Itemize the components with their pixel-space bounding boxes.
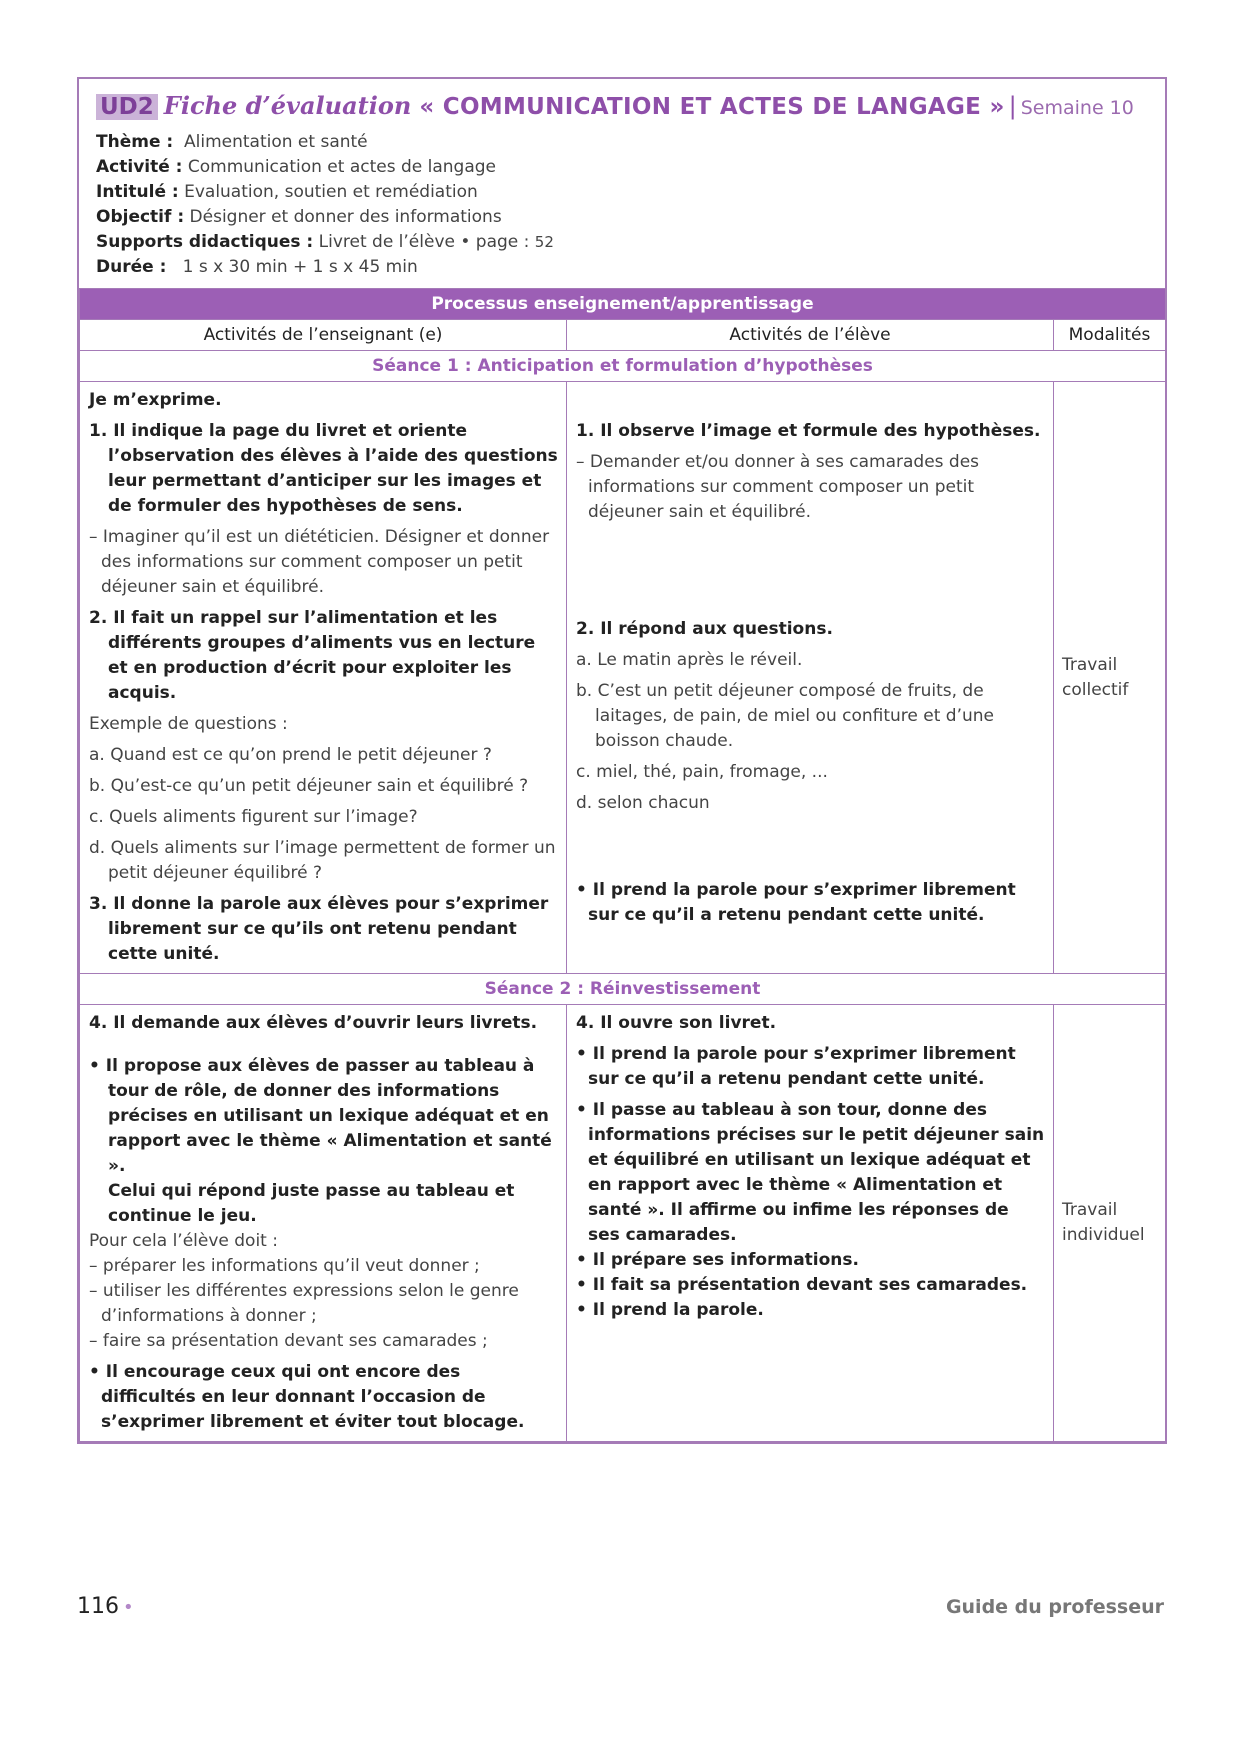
meta-activity: Activité : Communication et actes de langage <box>96 157 496 177</box>
list-item: • Il prend la parole. <box>576 1300 764 1320</box>
list-item: • Il prépare ses informations. <box>576 1250 859 1270</box>
list-item: b. C’est un petit déjeuner composé de fruits, de laitages, de pain, de miel ou confiture et d’une boisson chaude. <box>576 681 995 751</box>
list-item: 3. Il donne la parole aux élèves pour s’exprimer librement sur ce qu’ils ont retenu pendant cette unité. <box>89 894 549 964</box>
meta-supports: Supports didactiques : Livret de l’élève • page : 52 <box>96 232 554 252</box>
list-item: 4. Il demande aux élèves d’ouvrir leurs livrets. <box>89 1013 538 1033</box>
list-item: d. selon chacun <box>576 793 710 813</box>
sheet-header <box>79 79 1165 288</box>
list-item: 1. Il observe l’image et formule des hypothèses. <box>576 421 1041 441</box>
list-item: – préparer les informations qu’il veut donner ; <box>89 1256 480 1276</box>
meta-title: Intitulé : Evaluation, soutien et remédiation <box>96 182 478 202</box>
list-item: c. miel, thé, pain, fromage, ... <box>576 762 828 782</box>
list-item: 4. Il ouvre son livret. <box>576 1013 777 1033</box>
page-number: 116 • <box>77 1594 134 1619</box>
title-caps: « COMMUNICATION ET ACTES DE LANGAGE » <box>419 94 1005 120</box>
meta-duration: Durée : 1 s x 30 min + 1 s x 45 min <box>96 257 418 277</box>
list-item: Exemple de questions : <box>89 714 288 734</box>
footer-bullet: • <box>123 1597 134 1618</box>
list-item: a. Quand est ce qu’on prend le petit déjeuner ? <box>89 745 492 765</box>
list-item: • Il encourage ceux qui ont encore des difficultés en leur donnant l’occasion de s’exprimer librement et éviter tout blocage. <box>89 1362 525 1432</box>
list-item: • Il passe au tableau à son tour, donne des informations précises sur le petit déjeuner sain et équilibré en utilisant un lexique adéquat et en rapport avec le thème « Alimentation et santé ». Il affirme ou infime les réponses de ses camarades. <box>576 1100 1045 1245</box>
list-item: 2. Il fait un rappel sur l’alimentation et les différents groupes d’aliments vus en lecture et en production d’écrit pour exploiter les acquis. <box>89 608 536 703</box>
title-script: Fiche d’évaluation <box>163 91 412 120</box>
seance2-student-cell <box>567 1005 1054 1442</box>
col-teacher: Activités de l’enseignant (e) <box>80 320 567 351</box>
list-item: Je m’exprime. <box>89 390 222 410</box>
title-separator: | <box>1008 92 1017 120</box>
list-item: a. Le matin après le réveil. <box>576 650 803 670</box>
list-item: Pour cela l’élève doit : <box>89 1231 278 1251</box>
meta-block <box>96 130 1149 280</box>
page-title <box>96 91 1149 120</box>
week-label: Semaine 10 <box>1020 97 1134 119</box>
list-item: 1. Il indique la page du livret et oriente l’observation des élèves à l’aide des questions leur permettant d’anticiper sur les images et de formuler des hypothèses de sens. <box>89 421 558 516</box>
list-item: Celui qui répond juste passe au tableau et continue le jeu. <box>108 1181 515 1226</box>
footer-guide-label: Guide du professeur <box>945 1596 1164 1618</box>
list-item: c. Quels aliments figurent sur l’image? <box>89 807 418 827</box>
list-item: d. Quels aliments sur l’image permettent de former un petit déjeuner équilibré ? <box>89 838 556 883</box>
seance1-title: Séance 1 : Anticipation et formulation d’hypothèses <box>80 351 1166 382</box>
col-modalities: Modalités <box>1054 320 1166 351</box>
list-item: – utiliser les différentes expressions selon le genre d’informations à donner ; <box>89 1281 519 1326</box>
meta-theme: Thème : Alimentation et santé <box>96 132 368 152</box>
seance1-teacher-cell <box>80 382 567 974</box>
meta-objective: Objectif : Désigner et donner des informations <box>96 207 502 227</box>
seance2-teacher-cell <box>80 1005 567 1442</box>
seance2-modality: Travail individuel <box>1054 1005 1166 1442</box>
list-item: • Il prend la parole pour s’exprimer librement sur ce qu’il a retenu pendant cette unité. <box>576 1044 1016 1089</box>
process-table <box>79 288 1166 1442</box>
list-item: • Il fait sa présentation devant ses camarades. <box>576 1275 1028 1295</box>
list-item: – Imaginer qu’il est un diététicien. Désigner et donner des informations sur comment composer un petit déjeuner sain et équilibré. <box>89 527 550 597</box>
list-item: • Il prend la parole pour s’exprimer librement sur ce qu’il a retenu pendant cette unité. <box>576 880 1016 925</box>
unit-badge: UD2 <box>96 94 158 120</box>
evaluation-sheet <box>77 77 1167 1444</box>
seance1-student-cell <box>567 382 1054 974</box>
list-item: – Demander et/ou donner à ses camarades des informations sur comment composer un petit déjeuner sain et équilibré. <box>576 452 980 522</box>
col-student: Activités de l’élève <box>567 320 1054 351</box>
list-item: • Il propose aux élèves de passer au tableau à tour de rôle, de donner des informations précises en utilisant un lexique adéquat et en rapport avec le thème « Alimentation et santé ». <box>89 1056 552 1176</box>
seance2-title: Séance 2 : Réinvestissement <box>80 974 1166 1005</box>
list-item: 2. Il répond aux questions. <box>576 619 833 639</box>
seance1-modality: Travail collectif <box>1054 382 1166 974</box>
list-item: b. Qu’est-ce qu’un petit déjeuner sain et équilibré ? <box>89 776 529 796</box>
list-item: – faire sa présentation devant ses camarades ; <box>89 1331 488 1351</box>
process-title: Processus enseignement/apprentissage <box>80 289 1166 320</box>
